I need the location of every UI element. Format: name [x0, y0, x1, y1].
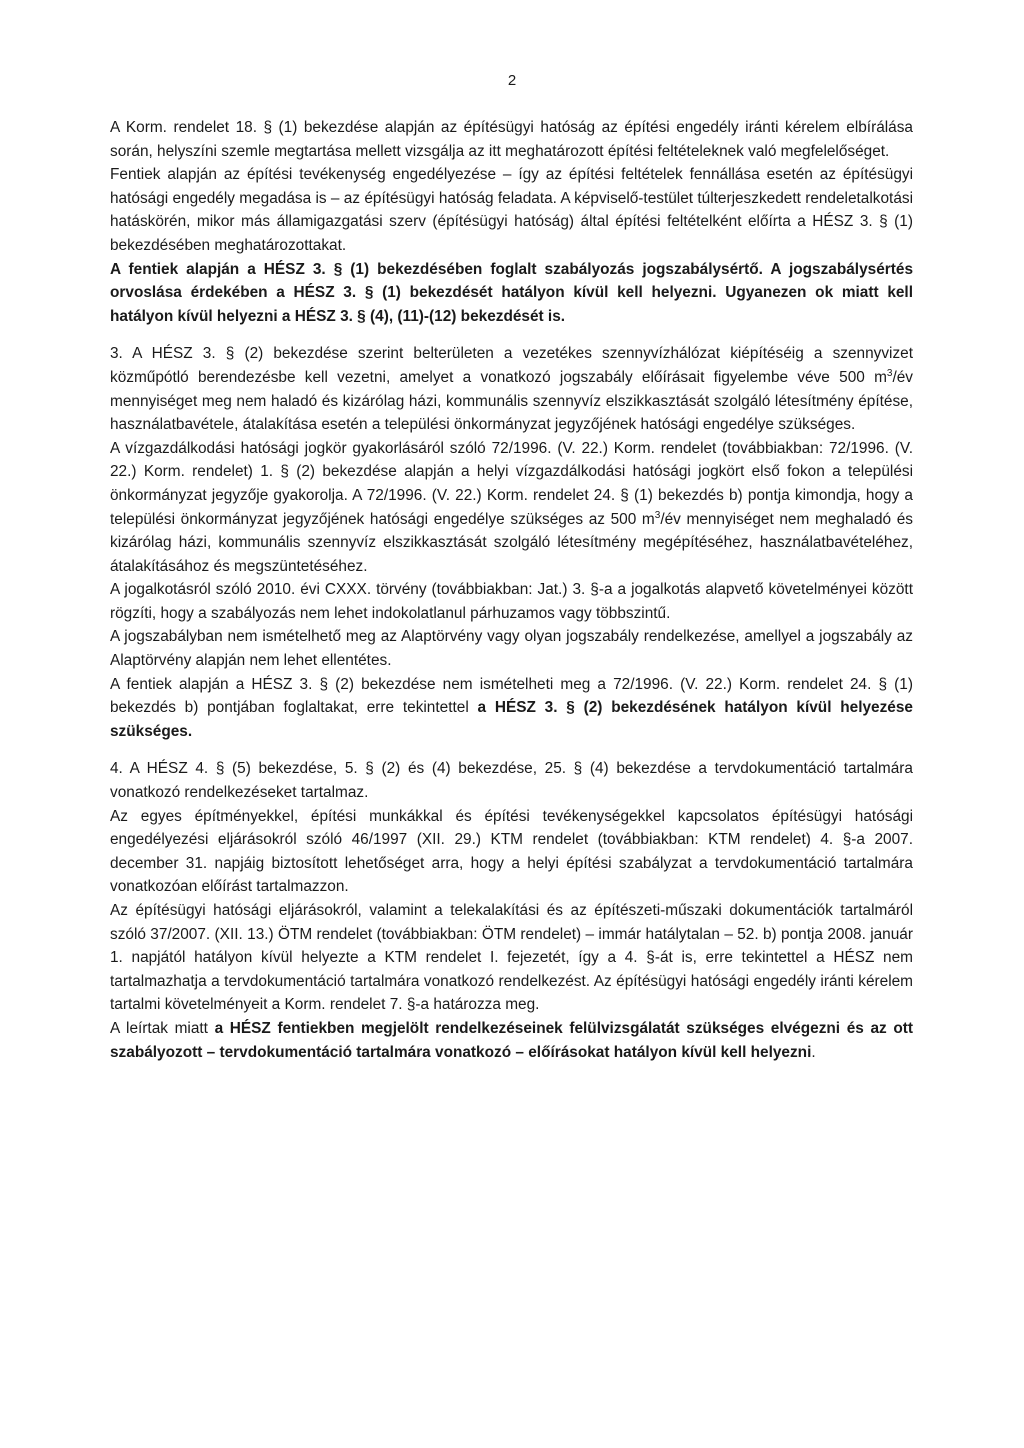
paragraph-otm-rendelet: Az építésügyi hatósági eljárásokról, valamint a telekalakítási és az építészeti-műszaki dokumentációk tartalmáról szóló 37/2007. (XII. 13.) ÖTM rendelet (továbbiakban: ÖTM rendelet) – immár hatálytalan – 52. b) pontja 2008. január 1. napjától hatályon kívül helyezte a KTM rendelet I. fejezetét, így a 4. §-át is, erre tekintettel a HÉSZ nem tartalmazhatja a tervdokumentáció tartalmára vonatkozó rendelkezést. Az építésügyi hatósági engedély iránti kérelem tartalmi követelményeit a Korm. rendelet 7. §-a határozza meg. [110, 902, 913, 1014]
paragraph-korm-rendelet-18: A Korm. rendelet 18. § (1) bekezdése alapján az építésügyi hatóság az építési engedély iránti kérelem elbírálása során, helyszíni szemle megtartása mellett vizsgálja az itt meghatározott építési feltételeknek való megfelelőséget. [110, 119, 913, 160]
paragraph-final-conclusion: A leírtak miatt a HÉSZ fentiekben megjelölt rendelkezéseinek felülvizsgálatát szükséges elvégezni és az ott szabályozott – tervdokumentáció tartalmára vonatkozó – előírásokat hatályon kívül kell helyezni. [110, 1019, 913, 1061]
section-3-paragraph: 3. A HÉSZ 3. § (2) bekezdése szerint belterületen a vezetékes szennyvízhálózat kiépítéséig a szennyvizet közműpótló berendezésbe kell vezetni, amelyet a vonatkozó jogszabály előírásait figyelembe véve 500 $m^3/év$ mennyiséget meg nem haladó és kizárólag házi, kommunális szennyvíz elszikkasztását szolgáló létesítmény építése, használatbavétele, átalakítása esetén a települési önkormányzat jegyzőjének hatósági engedélye szükséges. [110, 345, 913, 434]
paragraph-jogalkotasrol: A jogalkotásról szóló 2010. évi CXXX. törvény (továbbiakban: Jat.) 3. §-a a jogalkotás alapvető követelményei között rögzíti, hogy a szabályozás nem lehet indokolatlanul párhuzamos vagy többszintű. [110, 581, 913, 622]
paragraph-vizgazdalkodasi: A vízgazdálkodási hatósági jogkör gyakorlásáról szóló 72/1996. (V. 22.) Korm. rendelet (továbbiakban: 72/1996. (V. 22.) Korm. rendelet) 1. § (2) bekezdése alapján a helyi vízgazdálkodási hatósági jogkört első fokon a települési önkormányzat jegyzője gyakorolja. A 72/1996. (V. 22.) Korm. rendelet 24. § (1) bekezdés b) pontja kimondja, hogy a települési önkormányzat jegyzőjének hatósági engedélye szükséges az 500 $m^3/év$ mennyiséget nem meghaladó és kizárólag házi, kommunális szennyvíz elszikkasztását szolgáló létesítmény megépítéséhez, használatbavételéhez, átalakításához és megszüntetéséhez. [110, 439, 913, 575]
paragraph-fentiek-alapjan: Fentiek alapján az építési tevékenység engedélyezése – így az építési feltételek fennállása esetén az építésügyi hatósági engedély megadása is – az építésügyi hatóság feladata. A képviselő-testület túlterjeszkedett rendeletalkotási hatáskörén, mikor más államigazgatási szerv (építésügyi hatóság) által építési feltételként előírta a HÉSZ 3. § (1) bekezdésében meghatározottakat. [110, 166, 913, 254]
document-body [110, 116, 913, 1064]
paragraph-jogszabalyban: A jogszabályban nem ismételhető meg az Alaptörvény vagy olyan jogszabály rendelkezése, amellyel a jogszabály az Alaptörvény alapján nem lehet ellentétes. [110, 628, 913, 670]
paragraph-conclusion-hesz-3-2: A fentiek alapján a HÉSZ 3. § (2) bekezdése nem ismételheti meg a 72/1996. (V. 22.) Korm. rendelet 24. § (1) bekezdés b) pontjában foglaltakat, erre tekintettel a HÉSZ 3. § (2) bekezdésének hatályon kívül helyezése szükséges. [110, 675, 913, 740]
page-number: 2 [507, 72, 517, 89]
section-number: 3. [110, 345, 123, 363]
paragraph-conclusion-hesz-3-1: A fentiek alapján a HÉSZ 3. § (1) bekezdésében foglalt szabályozás jogszabálysértő. A jogszabálysértés orvoslása érdekében a HÉSZ 3. § (1) bekezdését hatályon kívül kell helyezni. Ugyanezen ok miatt kell hatályon kívül helyezni a HÉSZ 3. § (4), (11)-(12) bekezdését is. [110, 260, 913, 325]
paragraph-ktm-rendelet: Az egyes építményekkel, építési munkákkal és építési tevékenységekkel kapcsolatos építésügyi hatósági engedélyezési eljárásokról szóló 46/1997 (XII. 29.) KTM rendelet (továbbiakban: KTM rendelet) 4. §-a 2007. december 31. napjáig biztosított lehetőséget arra, hogy a helyi építési szabályzat a tervdokumentáció tartalmára vonatkozóan előírást tartalmazzon. [110, 807, 913, 896]
section-4-paragraph: 4. A HÉSZ 4. § (5) bekezdése, 5. § (2) és (4) bekezdése, 25. § (4) bekezdése a tervdokumentáció tartalmára vonatkozó rendelkezéseket tartalmaz. [110, 760, 913, 802]
section-number: 4. [110, 760, 123, 778]
